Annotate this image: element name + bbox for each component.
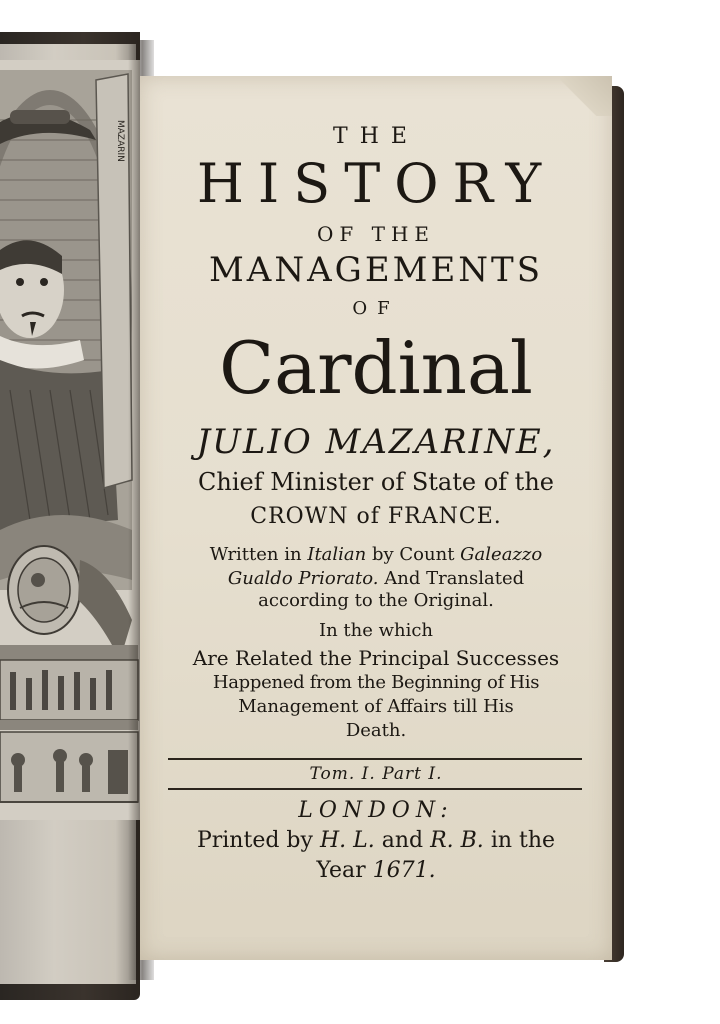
written-italian: Italian <box>307 544 367 565</box>
written-prefix: Written in <box>209 544 302 565</box>
frontispiece-engraving <box>0 60 140 820</box>
author-line-3: according to the Original. <box>258 590 494 611</box>
title-line-history: HISTORY <box>196 152 556 215</box>
printer-initials-1: H. L. <box>319 828 375 853</box>
subtitle-happened: Happened from the Beginning of His <box>212 672 540 693</box>
year-word: Year <box>316 858 366 883</box>
subtitle-related: Are Related the Principal Successes <box>192 646 560 670</box>
title-page <box>140 76 612 960</box>
divider-rule-bottom <box>168 788 582 790</box>
page-corner <box>560 76 612 116</box>
title-line-of: OF <box>352 298 400 319</box>
printed-prefix: Printed by <box>196 828 313 853</box>
written-by: by Count <box>371 544 455 565</box>
subtitle-in-the-which: In the which <box>318 620 434 641</box>
written-gualdo: Gualdo Priorato. <box>227 568 379 589</box>
volume-line: Tom. I. Part I. <box>309 764 443 784</box>
title-line-the: THE <box>333 124 419 149</box>
frontispiece-banner-text: MAZARIN <box>115 120 125 162</box>
title-line-crown-of-france: CROWN of FRANCE. <box>250 504 502 529</box>
divider-rule-top <box>168 758 582 760</box>
imprint-year <box>140 858 612 883</box>
imprint-place: LONDON: <box>298 798 454 823</box>
subtitle-management: Management of Affairs till His <box>238 696 514 717</box>
imprint-printers <box>140 828 612 853</box>
subtitle-death: Death. <box>345 720 407 741</box>
year-number: 1671. <box>372 858 436 883</box>
written-translated: And Translated <box>384 568 525 589</box>
title-line-cardinal: Cardinal <box>219 326 533 410</box>
printed-suffix: in the <box>490 828 556 853</box>
printer-initials-2: R. B. <box>430 828 484 853</box>
title-line-julio-mazarine: JULIO MAZARINE, <box>196 422 556 462</box>
title-line-of-the: OF THE <box>316 222 435 246</box>
printed-and: and <box>381 828 424 853</box>
author-line-2 <box>140 568 612 589</box>
written-galeazzo: Galeazzo <box>460 544 543 565</box>
author-line-1 <box>140 544 612 565</box>
title-line-chief-minister: Chief Minister of State of the <box>198 468 554 496</box>
title-line-managements: MANAGEMENTS <box>208 250 543 290</box>
